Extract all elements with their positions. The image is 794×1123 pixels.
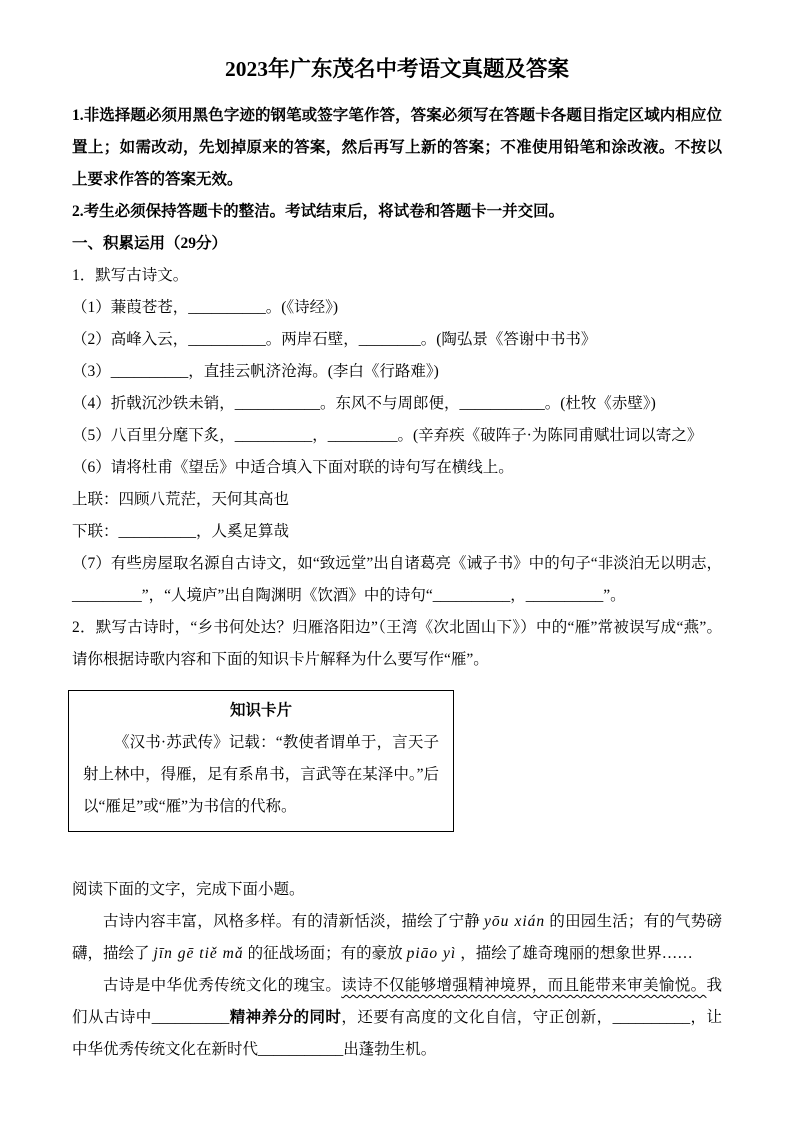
question-1-stem: 1．默写古诗文。 — [72, 267, 189, 284]
question-1-item-2: （2）高峰入云，__________。两岸石壁，________。(陶弘景《答谢中书书》 — [72, 331, 597, 348]
question-2-stem: 2．默写古诗时，“乡书何处达？归雁洛阳边”（王湾《次北固山下》）中的“雁”常被误写成“燕”。请你根据诗歌内容和下面的知识卡片解释为什么要写作“雁”。 — [72, 619, 722, 668]
exam-instruction-1: 1.非选择题必须用黑色字迹的钢笔或签字笔作答，答案必须写在答题卡各题目指定区域内相应位置上；如需改动，先划掉原来的答案，然后再写上新的答案；不准使用铅笔和涂改液。不按以上要求作答的答案无效。 — [72, 107, 722, 188]
wavy-underlined-sentence: 读诗不仅能够增强精神境界，而且能带来审美愉悦。 — [341, 977, 707, 994]
passage-paragraph-1 — [72, 906, 722, 970]
knowledge-card-content: 《汉书·苏武传》记载：“教使者谓单于，言天子射上林中，得雁，足有系帛书，言武等在某泽中。”后以“雁足”或“雁”为书信的代称。 — [83, 734, 439, 815]
knowledge-card — [68, 690, 454, 832]
question-1-item-3: （3）__________，直挂云帆济沧海。(李白《行路难》) — [72, 363, 439, 380]
pinyin-word-2: jīn gē tiě mǎ — [153, 945, 244, 962]
passage-text-4: ，描绘了雄奇瑰丽的想象世界…… — [460, 945, 693, 962]
question-1-item-5: （5）八百里分麾下炙，__________，_________。(辛弃疾《破阵子·为陈同甫赋壮词以寄之》 — [72, 427, 703, 444]
document-title: 2023年广东茂名中考语文真题及答案 — [224, 57, 569, 81]
passage-text-3: 的征战场面；有的豪放 — [247, 945, 403, 962]
couplet-lower-line: 下联：__________，人奚足算哉 — [72, 523, 290, 540]
section-heading: 一、积累运用（29分） — [72, 235, 228, 252]
question-1-item-6: （6）请将杜甫《望岳》中适合填入下面对联的诗句写在横线上。 — [72, 459, 514, 476]
passage-bold-phrase: 精神养分的同时 — [229, 1009, 342, 1026]
passage-text-1: 古诗内容丰富，风格多样。有的清新恬淡，描绘了宁静 — [103, 913, 481, 930]
passage-text-5: 古诗是中华优秀传统文化的瑰宝。 — [103, 977, 342, 994]
passage-text-7: ，还要有高度的文化自信，守正创新，__________，让中华优秀传统文化在新时代___________出蓬勃生机。 — [72, 1009, 722, 1058]
pinyin-word-3: piāo yì — [406, 945, 457, 962]
couplet-upper-line: 上联：四顾八荒茫，天何其高也 — [72, 491, 290, 508]
question-1-item-1: （1）蒹葭苍苍，__________。(《诗经》) — [72, 299, 339, 316]
passage-text-6: 我们从古诗中__________ — [72, 977, 722, 1026]
knowledge-card-title: 知识卡片 — [229, 702, 292, 719]
exam-instruction-2: 2.考生必须保持答题卡的整洁。考试结束后，将试卷和答题卡一并交回。 — [72, 203, 565, 220]
question-1-item-4: （4）折戟沉沙铁未销，___________。东风不与周郎便，___________。(杜牧《赤壁》) — [72, 395, 656, 412]
passage-paragraph-2 — [72, 970, 722, 1066]
passage-text-2: 的田园生活；有的气势磅礴，描绘了 — [72, 913, 722, 962]
question-1-item-7: （7）有些房屋取名源自古诗文，如“致远堂”出自诸葛亮《诫子书》中的句子“非淡泊无以明志，_________”，“人境庐”出自陶渊明《饮酒》中的诗句“__________，__________”。 — [72, 555, 722, 604]
passage-intro: 阅读下面的文字，完成下面小题。 — [72, 881, 305, 898]
pinyin-word-1: yōu xián — [484, 913, 546, 930]
